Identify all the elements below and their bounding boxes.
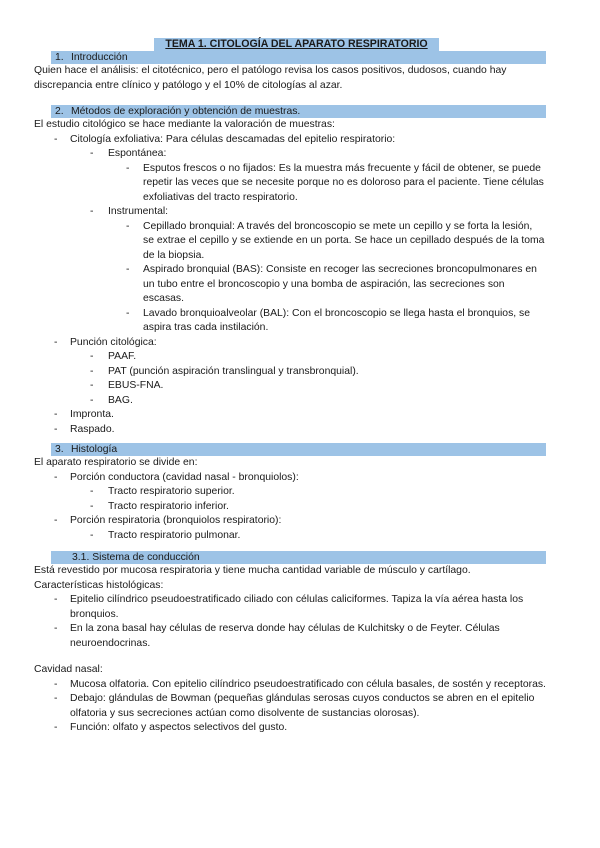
list-item: - BAG. xyxy=(90,394,133,406)
list-item: - Aspirado bronquial (BAS): Consiste en recoger las secreciones broncopulmonares en un tubo entre el broncoscopio y una bomba de aspiración, las secreciones son escasas. xyxy=(126,264,537,304)
list-item: - PAT (punción aspiración translingual y transbronquial). xyxy=(90,365,359,377)
list-item: - Cepillado bronquial: A través del broncoscopio se mete un cepillo y se forta la lesión, se extrae el cepillo y se extiende en un porta. Se hace un cepillado después de la toma de la biopsia. xyxy=(126,220,545,261)
list-item: - Espontánea: xyxy=(90,148,167,159)
list-item: - Instrumental: xyxy=(90,206,169,217)
list-item: - PAAF. xyxy=(90,351,137,362)
list-item: - Punción citológica: xyxy=(54,336,157,348)
section-3-heading: 3. Histología xyxy=(51,443,546,456)
list-item: - Porción conductora (cavidad nasal - bronquiolos): xyxy=(54,471,299,483)
list-item: - Tracto respiratorio inferior. xyxy=(90,500,229,512)
list-item: - Lavado bronquioalveolar (BAL): Con el broncoscopio se llega hasta el bronquios, se aspira tras cada instilación. xyxy=(126,307,531,333)
list-item: - Tracto respiratorio superior. xyxy=(90,486,235,497)
cavidad-nasal-heading: Cavidad nasal: xyxy=(34,664,103,675)
section-2-intro: El estudio citológico se hace mediante la valoración de muestras: xyxy=(34,119,335,130)
document-page xyxy=(34,38,546,736)
list-item: - Impronta. xyxy=(54,409,114,420)
list-item: - Función: olfato y aspectos selectivos del gusto. xyxy=(54,722,288,733)
document-title: TEMA 1. CITOLOGÍA DEL APARATO RESPIRATORIO xyxy=(154,38,439,51)
section-3-intro: El aparato respiratorio se divide en: xyxy=(34,457,198,468)
list-item: - Mucosa olfatoria. Con epitelio cilíndrico pseudoestratificado con célula basales, de sostén y receptoras. xyxy=(54,678,546,690)
list-item: - Epitelio cilíndrico pseudoestratificado ciliado con células caliciformes. Tapiza la vía aérea hasta los bronquios. xyxy=(54,594,524,620)
section-3-1-heading: 3.1. Sistema de conducción xyxy=(51,551,546,564)
list-item: - EBUS-FNA. xyxy=(90,380,164,391)
section-3-1-subtitle: Características histológicas: xyxy=(34,579,164,591)
list-item: - Tracto respiratorio pulmonar. xyxy=(90,529,241,541)
list-item: - En la zona basal hay células de reserva donde hay células de Kulchitsky o de Feyter. Células neuroendocrinas. xyxy=(54,623,500,649)
section-3-1-paragraph: Está revestido por mucosa respiratoria y tiene mucha cantidad variable de músculo y cartílago. xyxy=(34,565,471,576)
section-1-paragraph: Quien hace el análisis: el citotécnico, pero el patólogo revisa los casos positivos, dudosos, cuando hay discrepancia entre clínico y patólogo y el 10% de citologías al azar. xyxy=(34,65,507,91)
section-2-heading: 2. Métodos de exploración y obtención de muestras. xyxy=(51,105,546,118)
list-item: - Citología exfoliativa: Para células descamadas del epitelio respiratorio: xyxy=(54,133,396,145)
list-item: - Porción respiratoria (bronquiolos respiratorio): xyxy=(54,515,282,526)
list-item: - Esputos frescos o no fijados: Es la muestra más frecuente y fácil de obtener, se puede repetir las veces que se necesite porque no es doloroso para el paciente. Tiene células exfoliativas del tracto respiratorio. xyxy=(126,162,544,203)
list-item: - Debajo: glándulas de Bowman (pequeñas glándulas serosas cuyos conductos se abren en el epitelio olfatoria y sus secreciones actúan como disolvente de sustancias olorosas). xyxy=(54,693,535,719)
section-1-heading: 1. Introducción xyxy=(51,51,546,64)
list-item: - Raspado. xyxy=(54,423,115,435)
